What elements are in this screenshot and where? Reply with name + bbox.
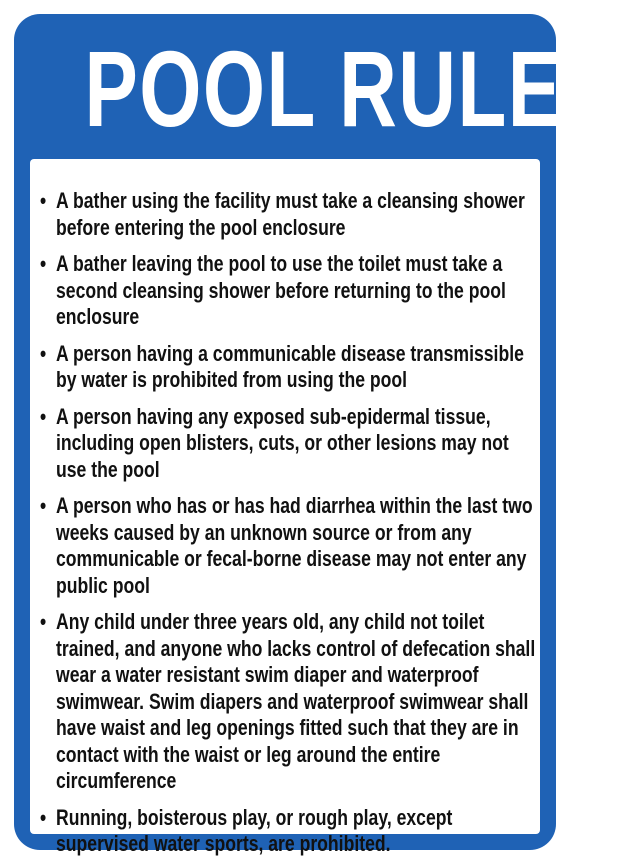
rule-text: A person having any exposed sub-epidermal tissue, including open blisters, cuts, or other lesions may not use the pool — [56, 403, 509, 482]
bullet-icon: • — [40, 340, 47, 366]
rule-text: A person who has or has had diarrhea within the last two weeks caused by an unknown source or from any communicable or fecal-borne disease may not enter any public pool — [56, 493, 533, 598]
rule-text: A bather leaving the pool to use the toilet must take a second cleansing shower before returning to the pool enclosure — [56, 251, 506, 329]
rule-text: Running, boisterous play, or rough play, except supervised water sports, are prohibited. — [56, 804, 453, 856]
pool-rules-sign — [14, 14, 617, 856]
rule-text: A person having a communicable disease transmissible by water is prohibited from using the pool — [56, 340, 524, 392]
rule-item — [40, 188, 536, 241]
bullet-icon: • — [40, 609, 47, 634]
rule-text: A bather using the facility must take a cleansing shower before entering the pool enclosure — [56, 188, 525, 240]
rule-item — [40, 341, 536, 394]
rules-list — [40, 188, 536, 868]
rule-item — [40, 609, 536, 795]
bullet-icon: • — [40, 493, 47, 518]
bullet-icon: • — [40, 188, 47, 213]
rule-item — [40, 251, 536, 331]
rule-item — [40, 805, 536, 858]
bullet-icon: • — [40, 403, 47, 429]
rules-panel — [30, 159, 540, 856]
rule-item — [40, 493, 536, 599]
bullet-icon: • — [40, 804, 47, 830]
sign-title: POOL RULES — [84, 28, 617, 149]
rule-item — [40, 404, 536, 484]
rule-text: Any child under three years old, any child not toilet trained, and anyone who lacks control of defecation shall wear a water resistant swim diaper and waterproof swimwear. Swim diapers and waterproof swimwear shall have waist and leg openings fitted such that they are in contact with the waist or leg around the entire circumference — [56, 609, 536, 793]
bullet-icon: • — [40, 251, 47, 276]
